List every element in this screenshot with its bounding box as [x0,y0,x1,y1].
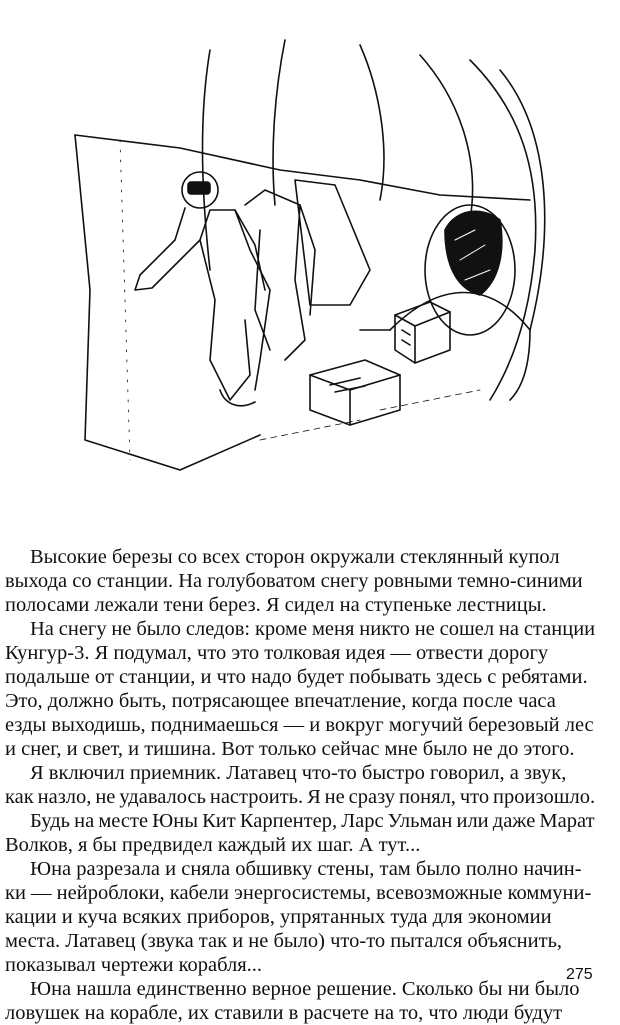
text-line: Это, должно быть, потрясающее впечатление, когда после часа [5,690,556,712]
text-line: Высокие березы со всех сторон окружали стеклянный купол [30,546,560,568]
text-line: Юна разрезала и сняла обшивку стены, там было полно начин- [30,858,582,880]
text-line: выхода со станции. На голубоватом снегу ровными темно-синими [5,570,583,592]
text-line: как назло, не удавалось настроить. Я не сразу понял, что произошло. [5,786,596,808]
page-number: 275 [566,966,593,983]
text-line: Будь на месте Юны Кит Карпентер, Ларс Ульман или даже Марат [30,810,595,832]
text-line: Кунгур-3. Я подумал, что это толковая идея — отвести дорогу [5,642,549,664]
text-line: подальше от станции, и что надо будет побывать здесь с ребятами. [5,666,588,688]
text-line: места. Латавец (звука так и не было) что-то пытался объяснить, [5,930,563,952]
text-line: На снегу не было следов: кроме меня никто не сошел на станции [30,618,596,640]
text-line: Юна нашла единственно верное решение. Сколько бы ни было [30,978,580,1000]
text-line: и снег, и свет, и тишина. Вот только сейчас мне было не до этого. [5,738,575,760]
text-line: показывал чертежи корабля... [5,954,263,976]
text-line: ки — нейроблоки, кабели энергосистемы, всевозможные коммуни- [5,882,592,904]
text-line: Волков, я бы предвидел каждый их шаг. А тут... [5,834,421,856]
text-line: езды выходишь, поднимаешься — и вокруг могучий березовый лес [5,714,594,736]
text-line: полосами лежали тени берез. Я сидел на ступеньке лестницы. [5,594,547,616]
astronaut-corridor-illustration [60,30,560,500]
text-line: Я включил приемник. Латавец что-то быстро говорил, а звук, [30,762,567,784]
text-line: ловушек на корабле, их ставили в расчете на то, что люди будут [5,1002,563,1024]
text-line: кации и куча всяких приборов, упрятанных туда для экономии [5,906,552,928]
